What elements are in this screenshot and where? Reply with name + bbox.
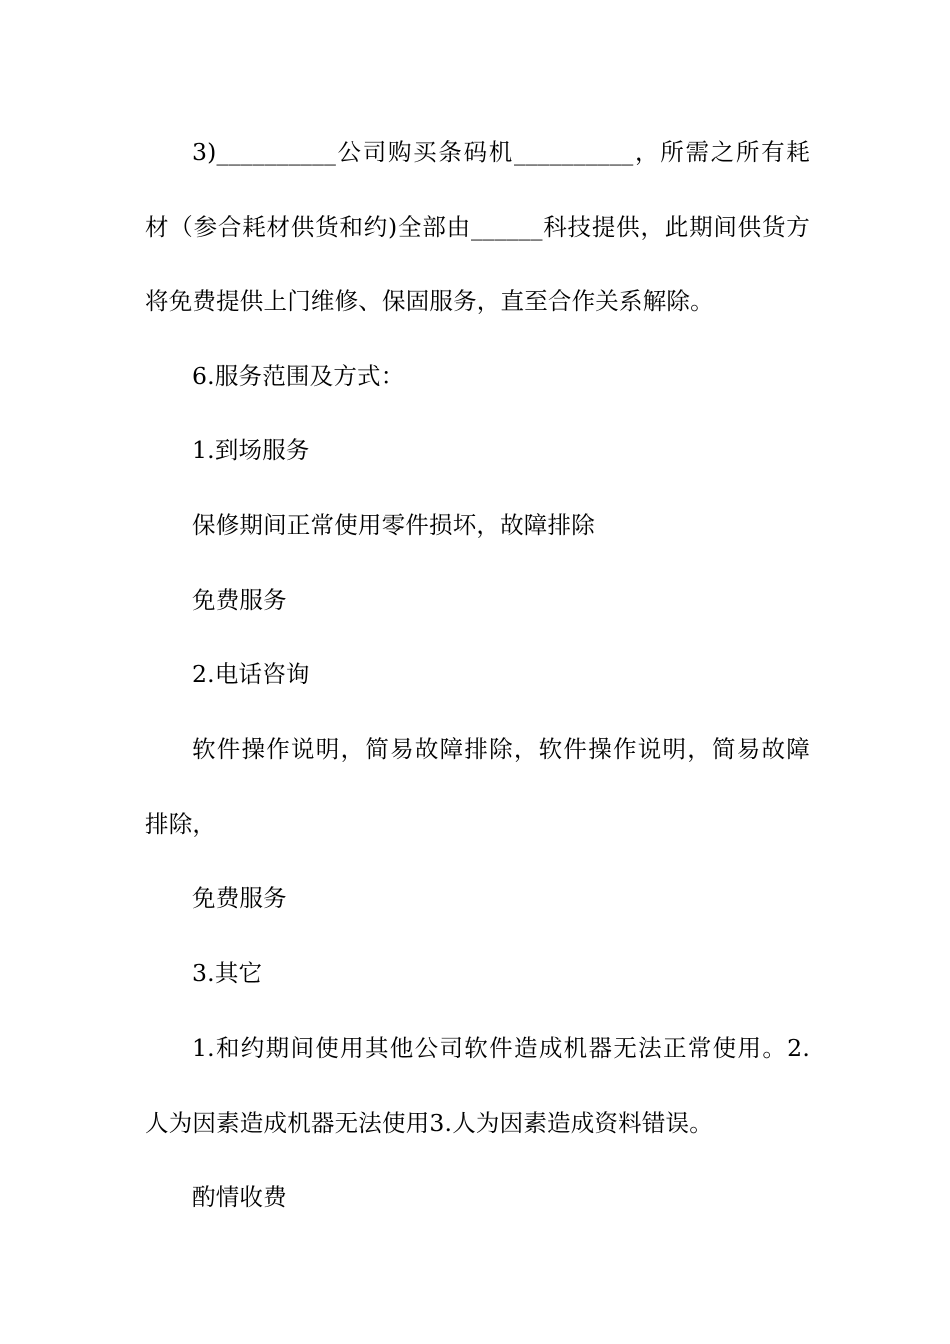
paragraph-line: 软件操作说明，简易故障排除，软件操作说明，简易故障 (192, 735, 810, 763)
subsection-heading: 2.电话咨询 (192, 660, 310, 688)
subsection-heading: 1.到场服务 (192, 436, 310, 464)
paragraph-line: 1.和约期间使用其他公司软件造成机器无法正常使用。2. (192, 1034, 810, 1062)
paragraph-line: 保修期间正常使用零件损坏，故障排除 (192, 511, 595, 539)
paragraph-line: 人为因素造成机器无法使用3.人为因素造成资料错误。 (145, 1109, 713, 1137)
paragraph-line: 3)__________公司购买条码机__________，所需之所有耗 (192, 138, 810, 166)
section-heading: 6.服务范围及方式： (192, 362, 405, 390)
paragraph-line: 酌情收费 (192, 1183, 287, 1211)
paragraph-line: 免费服务 (192, 884, 287, 912)
paragraph-line: 将免费提供上门维修、保固服务，直至合作关系解除。 (145, 287, 714, 315)
subsection-heading: 3.其它 (192, 959, 263, 987)
paragraph-line: 排除， (145, 810, 217, 838)
paragraph-line: 免费服务 (192, 586, 287, 614)
paragraph-line: 材（参合耗材供货和约)全部由______科技提供，此期间供货方 (145, 213, 810, 241)
